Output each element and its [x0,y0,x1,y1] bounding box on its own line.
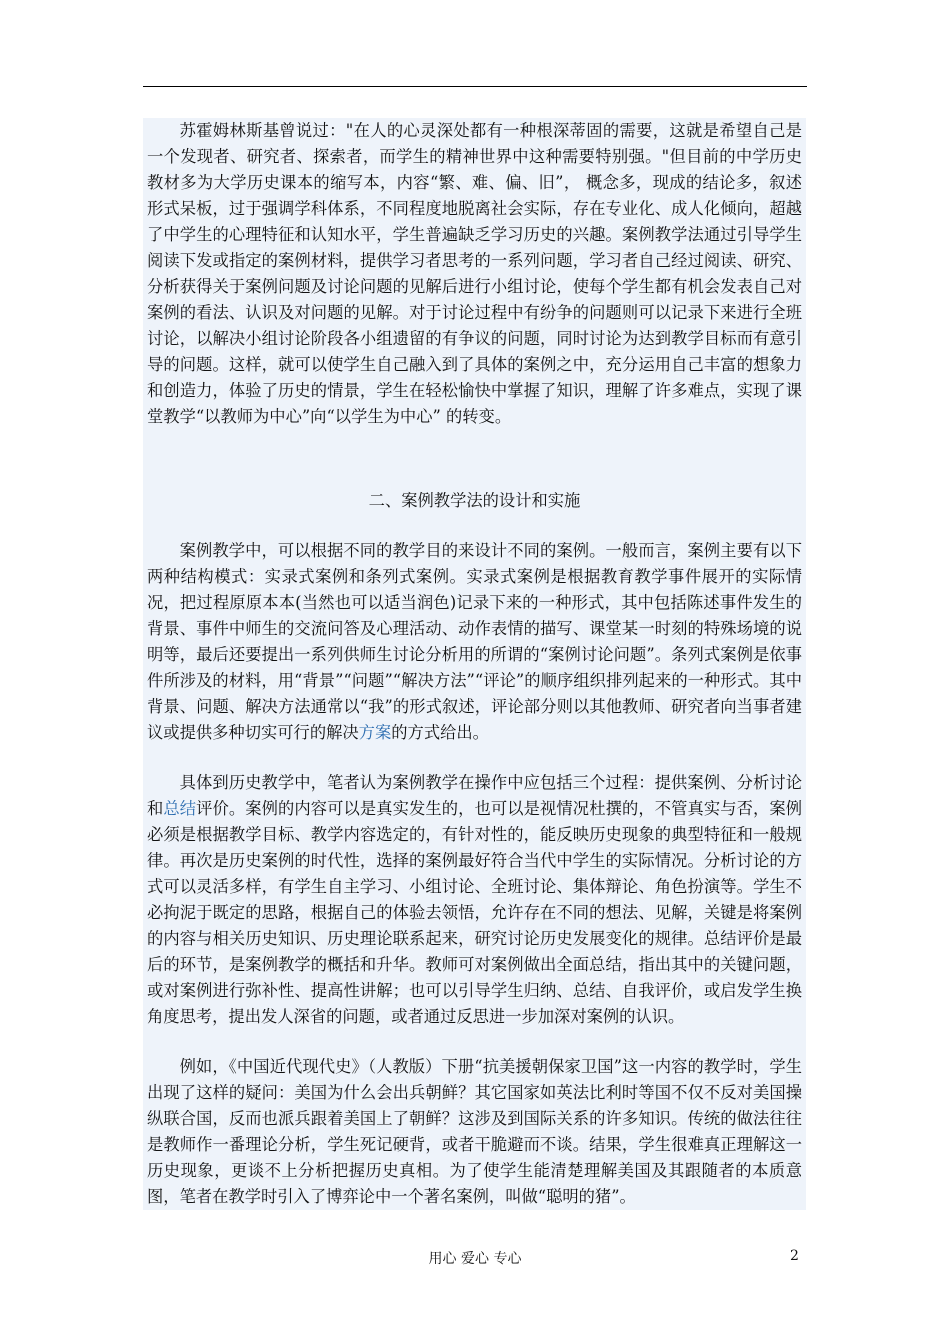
header-rule [143,86,807,87]
section-heading: 二、案例教学法的设计和实施 [368,491,581,510]
spacer [143,514,806,538]
spacer [143,1030,806,1054]
paragraph-2-text: 案例教学中，可以根据不同的教学目的来设计不同的案例。一般而言，案例主要有以下两种结构模式：实录式案例和条列式案例。实录式案例是根据教育教学事件展开的实际情况，把过程原原本本(当然也可以适当润色)记录下来的一种形式，其中包括陈述事件发生的背景、事件中师生的交流问答及心理活动、动作表情的描写、课堂某一时刻的特殊场境的说明等，最后还要提出一系列供师生讨论分析用的所谓的“案例讨论问题”。条列式案例是依事件所涉及的材料，用“背景”“问题”“解决方法”“评论”的顺序组织排列起来的一种形式。其中背景、问题、解决方法通常以“我”的形式叙述，评论部分则以其他教师、研究者向当事者建议或提供多种切实可行的解决 [147,541,802,742]
spacer [143,430,806,488]
paragraph-4: 例如，《中国近代现代史》（人教版）下册“抗美援朝保家卫国”这一内容的教学时，学生出现了这样的疑问：美国为什么会出兵朝鲜？其它国家如英法比利时等国不仅不反对美国操纵联合国，反而也派兵跟着美国上了朝鲜？这涉及到国际关系的许多知识。传统的做法往往是教师作一番理论分析，学生死记硬背，或者干脆避而不谈。结果，学生很难真正理解这一历史现象，更谈不上分析把握历史真相。为了使学生能清楚理解美国及其跟随者的本质意图，笔者在教学时引入了博弈论中一个著名案例，叫做“聪明的猪”。 [147,1057,802,1206]
paragraph-1: 苏霍姆林斯基曾说过："在人的心灵深处都有一种根深蒂固的需要，这就是希望自己是一个发现者、研究者、探索者，而学生的精神世界中这种需要特别强。"但目前的中学历史教材多为大学历史课本的缩写本，内容“繁、难、偏、旧”， 概念多，现成的结论多，叙述形式呆板，过于强调学科体系，不同程度地脱离社会实际，存在专业化、成人化倾向，超越了中学生的心理特征和认知水平，学生普遍缺乏学习历史的兴趣。案例教学法通过引导学生阅读下发或指定的案例材料，提供学习者思考的一系列问题，学习者自己经过阅读、研究、分析获得关于案例问题及讨论问题的见解后进行小组讨论，使每个学生都有机会发表自己对案例的看法、认识及对问题的见解。对于讨论过程中有纷争的问题则可以记录下来进行全班讨论，以解决小组讨论阶段各小组遗留的有争议的问题，同时讨论为达到教学目标而有意引导的问题。这样，就可以使学生自己融入到了具体的案例之中，充分运用自己丰富的想象力和创造力，体验了历史的情景，学生在轻松愉快中掌握了知识，理解了许多难点，实现了课堂教学“以教师为中心”向“以学生为中心” 的转变。 [147,121,802,426]
paragraph-3 [143,770,806,1030]
link-zongjie[interactable]: 总结 [163,799,197,818]
paragraph-3-tail: 评价。案例的内容可以是真实发生的，也可以是视情况杜撰的，不管真实与否，案例必须是根据教学目标、教学内容选定的，有针对性的，能反映历史现象的典型特征和一般规律。再次是历史案例的时代性，选择的案例最好符合当代中学生的实际情况。分析讨论的方式可以灵活多样，有学生自主学习、小组讨论、全班讨论、集体辩论、角色扮演等。学生不必拘泥于既定的思路，根据自己的体验去领悟，允许存在不同的想法、见解，关键是将案例的内容与相关历史知识、历史理论联系起来，研究讨论历史发展变化的规律。总结评价是最后的环节，是案例教学的概括和升华。教师可对案例做出全面总结，指出其中的关键问题，或对案例进行弥补性、提高性讲解；也可以引导学生归纳、总结、自我评价，或启发学生换角度思考，提出发人深省的问题，或者通过反思进一步加深对案例的认识。 [147,799,802,1026]
paragraph-2-tail: 的方式给出。 [391,723,489,742]
footer-slogan: 用心 爱心 专心 [428,1251,522,1267]
paragraph-2 [143,538,806,746]
spacer [143,746,806,770]
page-number: 2 [790,1248,799,1264]
link-fangan[interactable]: 方案 [358,723,392,742]
paragraph-3-head: 具体到历史教学中，笔者认为案例教学在操作中应包括三个过程：提供案例、分析讨论和 [147,773,802,818]
document-body [143,118,806,1210]
